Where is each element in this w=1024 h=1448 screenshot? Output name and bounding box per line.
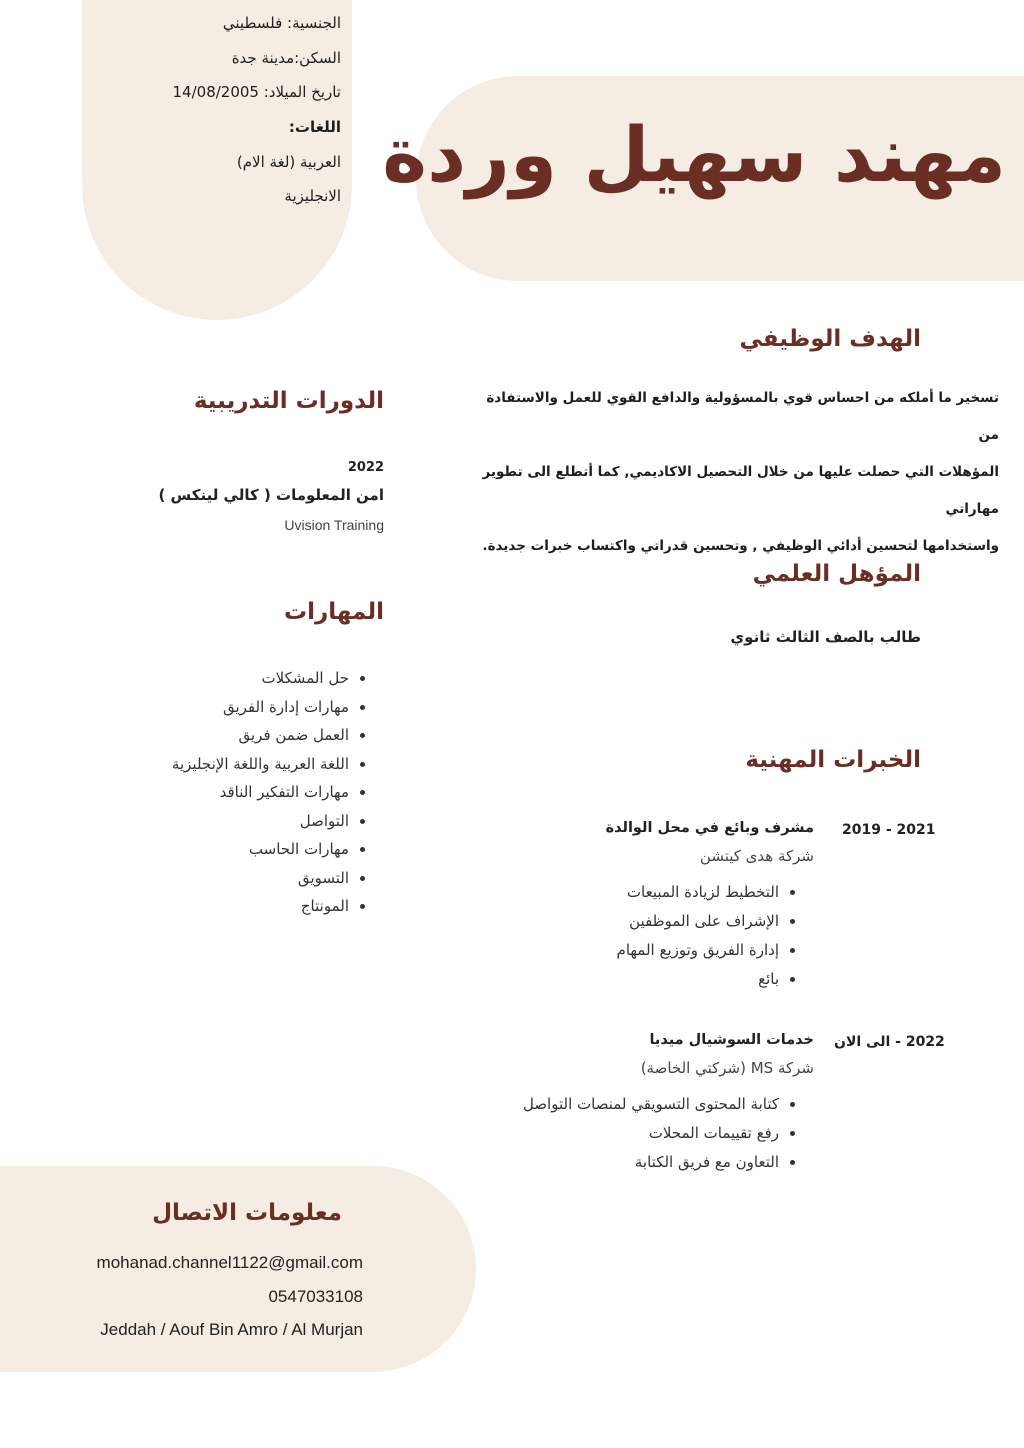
list-item: • مهارات التفكير الناقد [172,783,349,812]
list-item: • حل المشكلات [172,669,349,698]
job-company: شركة MS (شركتي الخاصة) [640,1059,814,1077]
personal-info [81,10,341,218]
job-duties-list [617,883,806,999]
skills-heading: المهارات [284,599,384,625]
list-item: • اللغة العربية واللغة الإنجليزية [172,755,349,784]
language-arabic: العربية (لغة الام) [236,152,341,171]
job-date: 2019 - 2021 [842,822,936,838]
list-item: • مهارات الحاسب [172,840,349,869]
list-item: • التعاون مع فريق الكتابة [523,1153,779,1182]
course-title: امن المعلومات ( كالي لينكس ) [158,486,384,504]
job-date: 2022 - الى الان [834,1034,945,1050]
qualification-heading: المؤهل العلمي [752,561,921,587]
objective-line: المؤهلات التي حصلت عليها من خلال التحصيل الاكاديمي, كما أتطلع الى تطوير مهاراتي [482,464,999,517]
list-item: • المونتاج [172,897,349,926]
objective-line: تسخير ما أملكه من احساس قوي بالمسؤولية والدافع القوي للعمل والاستفادة من [486,390,999,443]
job-title: مشرف وبائع في محل الوالدة [605,820,814,836]
courses-heading: الدورات التدريبية [193,388,384,414]
job-company: شركة هدى كيتشن [699,847,814,865]
contact-heading: معلومات الاتصال [152,1200,342,1226]
course-provider: Uvision Training [284,517,384,533]
experience-heading: الخبرات المهنية [745,747,921,773]
list-item: • التواصل [172,812,349,841]
list-item: • بائع [617,970,779,999]
list-item: • مهارات إدارة الفريق [172,698,349,727]
birth-date: تاريخ الميلاد: 14/08/2005 [172,83,341,102]
list-item: • التخطيط لزيادة المبيعات [617,883,779,912]
objective-heading: الهدف الوظيفي [739,326,921,352]
skills-list [172,669,369,926]
job-title: خدمات السوشيال ميديا [649,1032,814,1048]
list-item: • الإشراف على الموظفين [617,912,779,941]
list-item: • كتابة المحتوى التسويقي لمنصات التواصل [523,1095,779,1124]
objective-text [479,380,999,565]
list-item: • إدارة الفريق وتوزيع المهام [617,941,779,970]
email-text: mohanad.channel1122@gmail.com [96,1253,363,1272]
qualification-text: طالب بالصف الثالث ثانوي [730,628,921,646]
residence: السكن:مدينة جدة [231,48,341,67]
phone-text: 0547033108 [268,1287,363,1306]
language-english: الانجليزية [284,187,341,206]
languages-label: اللغات: [288,118,341,137]
address-text: Jeddah / Aouf Bin Amro / Al Murjan [100,1320,363,1339]
job-duties-list [523,1095,806,1182]
list-item: • العمل ضمن فريق [172,726,349,755]
full-name: مهند سهيل وردة [382,110,1006,199]
list-item: • رفع تقييمات المحلات [523,1124,779,1153]
list-item: • التسويق [172,869,349,898]
course-year: 2022 [347,460,384,475]
objective-line: واستخدامها لتحسين أدائي الوظيفي , وتحسين قدراتي واكتساب خبرات جديدة. [482,538,999,554]
nationality: الجنسية: فلسطيني [222,14,341,32]
